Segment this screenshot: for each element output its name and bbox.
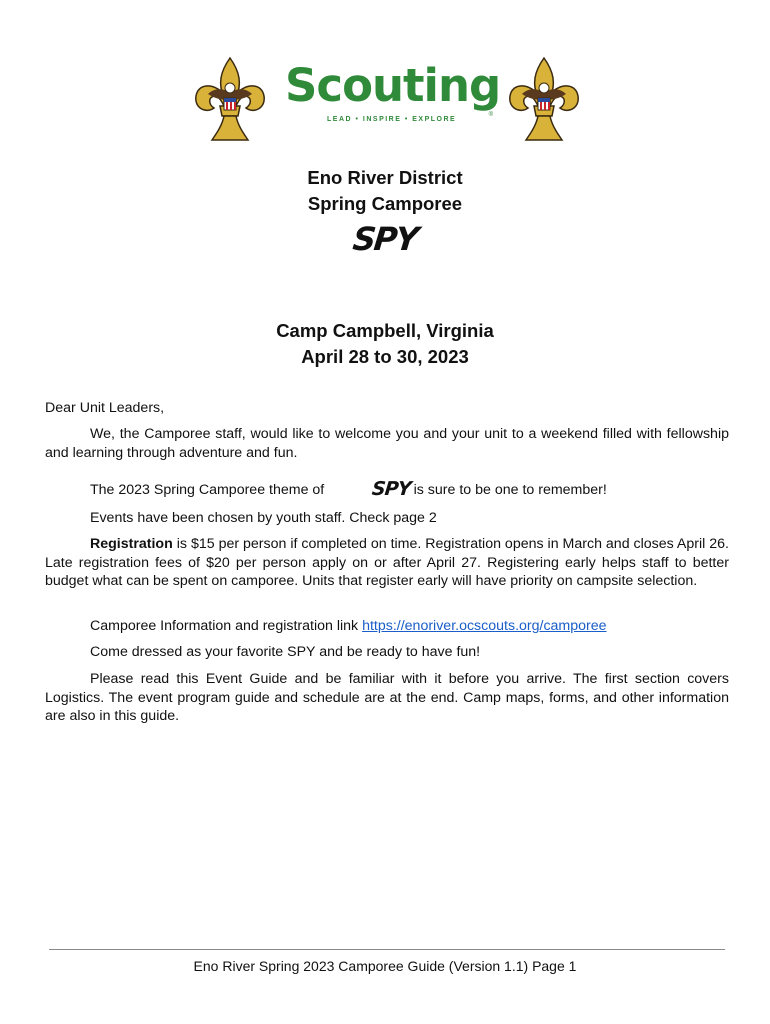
district-title: Eno River District: [307, 167, 463, 188]
event-title: Spring Camporee: [307, 193, 463, 214]
dress-paragraph: Come dressed as your favorite SPY and be ready to have fun!: [90, 644, 481, 660]
info-text: Camporee Information and registration link: [90, 618, 363, 634]
wordmark-text: Scouting: [285, 59, 501, 112]
theme-paragraph: [45, 480, 729, 500]
registered-mark: ®: [488, 112, 493, 118]
info-paragraph: [45, 617, 729, 636]
registration-label: Registration: [90, 536, 173, 552]
spy-inline-logo: SPY: [371, 478, 412, 500]
theme-text-before: The 2023 Spring Camporee theme of: [90, 482, 325, 498]
salutation: Dear Unit Leaders,: [45, 400, 165, 416]
dates-title: April 28 to 30, 2023: [301, 346, 469, 367]
scouting-wordmark: [285, 59, 501, 130]
spy-logo-text: SPY: [351, 220, 419, 258]
footer-divider: [49, 949, 725, 950]
theme-logo: [0, 220, 770, 258]
location-title: Camp Campbell, Virginia: [276, 320, 494, 341]
registration-text: is $15 per person if completed on time. Registration opens in March and closes April 26. Late registration fees of $20 per person apply on or after April 27. Registering early helps staff to better budget what can be spent on camporee. Units that register early will have priority on campsite selection.: [45, 536, 729, 589]
registration-link[interactable]: https://enoriver.ocscouts.org/camporee: [362, 618, 607, 634]
theme-text-after: is sure to be one to remember!: [413, 482, 607, 498]
welcome-paragraph: We, the Camporee staff, would like to welcome you and your unit to a weekend filled with fellowship and learning through adventure and fun.: [45, 426, 729, 461]
guide-paragraph: Please read this Event Guide and be familiar with it before you arrive. The first section covers Logistics. The event program guide and schedule are at the end. Camp maps, forms, and other information are also in this guide.: [45, 671, 729, 724]
logo-tagline: LEAD • INSPIRE • EXPLORE: [327, 116, 457, 123]
scouting-logo-banner: [0, 54, 770, 146]
events-paragraph: Events have been chosen by youth staff. Check page 2: [90, 510, 437, 526]
fleur-de-lis-eagle-icon: [504, 54, 584, 144]
fleur-de-lis-eagle-icon: [190, 54, 270, 144]
page-footer: Eno River Spring 2023 Camporee Guide (Version 1.1) Page 1: [193, 958, 577, 974]
registration-paragraph: [45, 535, 729, 591]
